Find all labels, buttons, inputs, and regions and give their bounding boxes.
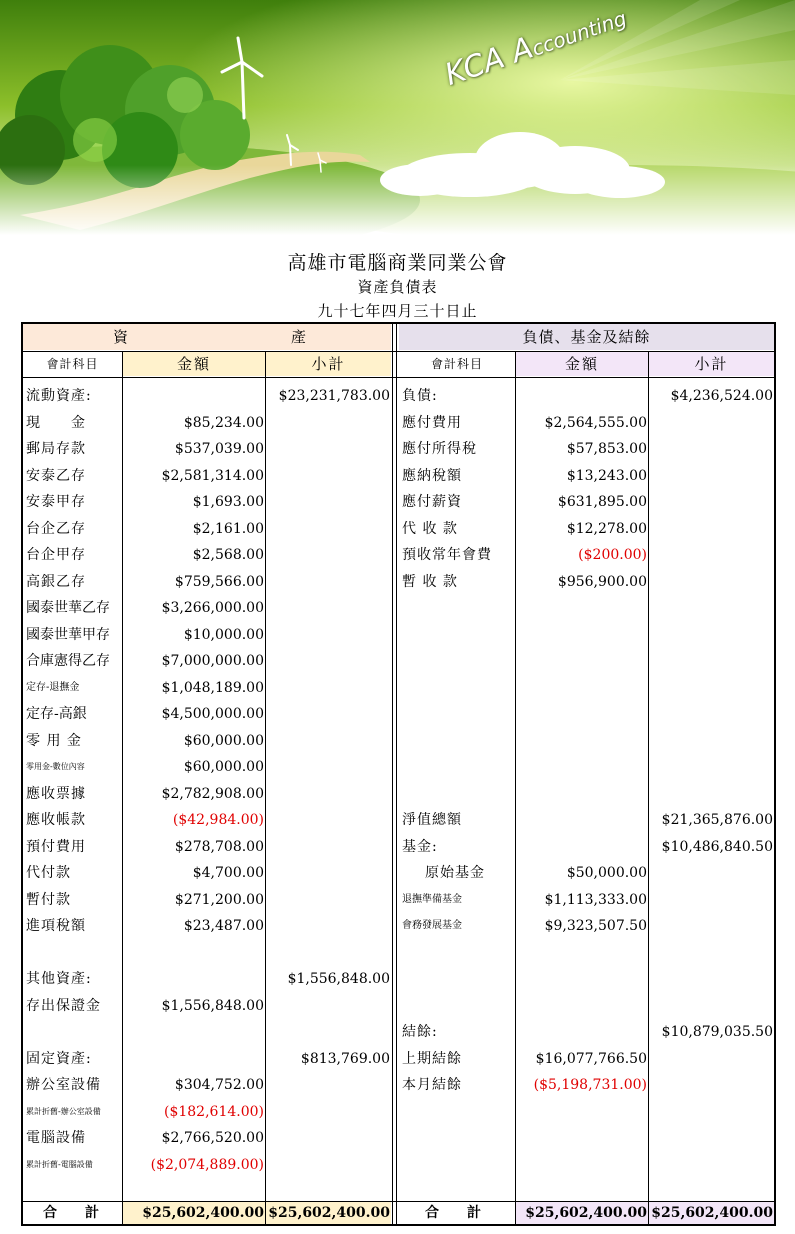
report-title: 資產負債表 [357, 278, 438, 296]
liability-label: 代 收 款 [402, 521, 458, 537]
liability-label: 應付費用 [402, 415, 462, 431]
asset-label: 累計折舊-辦公室設備 [26, 1107, 101, 1116]
asset-label: 代付款 [26, 865, 71, 881]
col-amount-left: 金額 [123, 352, 265, 376]
asset-amount: $278,708.00 [174, 839, 264, 855]
asset-label: 現 金 [26, 415, 86, 431]
asset-label: 進項稅額 [26, 918, 86, 934]
asset-label: 合庫憲得乙存 [26, 653, 110, 669]
asset-amount: $23,487.00 [183, 918, 264, 934]
col-amount-right: 金額 [516, 352, 648, 376]
liability-amount: $2,564,555.00 [544, 415, 647, 431]
liability-amount: $9,323,507.50 [544, 918, 647, 934]
total-label-right: 合 計 [425, 1205, 481, 1221]
liability-label: 暫 收 款 [402, 574, 458, 590]
total-amount-right: $25,602,400.00 [525, 1205, 647, 1221]
liability-label: 應納稅額 [402, 468, 462, 484]
total-label-left: 合 計 [43, 1205, 99, 1221]
asset-amount: $10,000.00 [183, 627, 264, 643]
asset-amount: $2,581,314.00 [161, 468, 264, 484]
asset-label: 台企甲存 [26, 547, 86, 563]
asset-subtotal: $23,231,783.00 [278, 388, 390, 404]
asset-amount: $1,048,189.00 [161, 680, 264, 696]
asset-label: 台企乙存 [26, 521, 86, 537]
asset-label: 辦公室設備 [26, 1077, 101, 1093]
asset-label: 國泰世華甲存 [26, 627, 110, 643]
liability-label: 會務發展基金 [402, 920, 462, 931]
asset-amount: ($182,614.00) [164, 1104, 264, 1120]
asset-label: 應收票據 [26, 786, 86, 802]
asset-amount: $304,752.00 [174, 1077, 264, 1093]
liability-amount: $50,000.00 [566, 865, 647, 881]
liability-label: 應付所得稅 [402, 441, 477, 457]
balance-sheet-table [21, 322, 776, 1226]
asset-amount: $1,556,848.00 [161, 998, 264, 1014]
asset-amount: $4,500,000.00 [161, 706, 264, 722]
kca-accounting-logo: KCA Accounting [440, 6, 630, 93]
asset-amount: $85,234.00 [183, 415, 264, 431]
asset-label: 安泰甲存 [26, 494, 86, 510]
liability-label: 原始基金 [425, 865, 485, 881]
liability-amount: ($5,198,731.00) [533, 1077, 647, 1093]
asset-label: 電腦設備 [26, 1130, 86, 1146]
liability-amount: $956,900.00 [557, 574, 647, 590]
asset-amount: $4,700.00 [192, 865, 264, 881]
asset-label: 流動資產: [26, 388, 92, 404]
total-subtotal-left: $25,602,400.00 [268, 1205, 390, 1221]
asset-amount: $3,266,000.00 [161, 600, 264, 616]
col-subtotal-right: 小計 [649, 352, 774, 376]
total-amount-left: $25,602,400.00 [142, 1205, 264, 1221]
asset-label: 存出保證金 [26, 998, 101, 1014]
asset-amount: $271,200.00 [174, 892, 264, 908]
assets-header: 資 產 [23, 324, 391, 350]
liability-amount: $16,077,766.50 [535, 1051, 647, 1067]
liability-amount: $13,243.00 [566, 468, 647, 484]
liability-amount: $631,895.00 [557, 494, 647, 510]
asset-amount: $60,000.00 [183, 759, 264, 775]
asset-amount: $2,782,908.00 [161, 786, 264, 802]
organization-title: 高雄市電腦商業同業公會 [287, 252, 508, 274]
col-subtotal-left: 小計 [266, 352, 391, 376]
asset-label: 高銀乙存 [26, 574, 86, 590]
header-banner [0, 0, 795, 235]
landscape-illustration [0, 0, 795, 235]
total-subtotal-right: $25,602,400.00 [651, 1205, 773, 1221]
asset-label: 定存-退撫金 [26, 682, 80, 693]
asset-label: 累計折舊-電腦設備 [26, 1160, 93, 1169]
asset-label: 固定資產: [26, 1051, 92, 1067]
liability-subtotal: $21,365,876.00 [661, 812, 773, 828]
asset-label: 定存-高銀 [26, 706, 87, 722]
liability-label: 退撫準備基金 [402, 894, 462, 905]
liability-subtotal: $10,879,035.50 [661, 1024, 773, 1040]
liability-amount: $57,853.00 [566, 441, 647, 457]
asset-amount: $2,766,520.00 [161, 1130, 264, 1146]
asset-label: 郵局存款 [26, 441, 86, 457]
liability-label: 預收常年會費 [402, 547, 492, 563]
liability-label: 結餘: [402, 1024, 438, 1040]
col-account-left: 會計科目 [46, 357, 99, 371]
asset-amount: $7,000,000.00 [161, 653, 264, 669]
asset-amount: ($42,984.00) [172, 812, 264, 828]
asset-label: 安泰乙存 [26, 468, 86, 484]
liability-label: 本月結餘 [402, 1077, 462, 1093]
asset-label: 其他資產: [26, 971, 92, 987]
asset-amount: $2,161.00 [192, 521, 264, 537]
asset-label: 預付費用 [26, 839, 86, 855]
asset-amount: $1,693.00 [192, 494, 264, 510]
asset-amount: $759,566.00 [174, 574, 264, 590]
liability-label: 上期結餘 [402, 1051, 462, 1067]
asset-amount: $537,039.00 [174, 441, 264, 457]
col-account-right: 會計科目 [430, 357, 483, 371]
asset-label: 暫付款 [26, 892, 71, 908]
asset-label: 零用金-數位內容 [26, 762, 85, 771]
asset-amount: ($2,074,889.00) [150, 1157, 264, 1173]
liability-amount: $1,113,333.00 [544, 892, 647, 908]
liability-subtotal: $10,486,840.50 [661, 839, 773, 855]
asset-label: 國泰世華乙存 [26, 600, 110, 616]
liability-label: 基金: [402, 839, 438, 855]
liability-label: 應付薪資 [402, 494, 462, 510]
asset-label: 應收帳款 [26, 812, 86, 828]
asset-subtotal: $1,556,848.00 [287, 971, 390, 987]
asset-subtotal: $813,769.00 [300, 1051, 390, 1067]
asset-amount: $60,000.00 [183, 733, 264, 749]
liabilities-header: 負債、基金及結餘 [399, 324, 774, 350]
liability-amount: ($200.00) [578, 547, 647, 563]
asset-amount: $2,568.00 [192, 547, 264, 563]
liability-label: 淨值總額 [402, 812, 462, 828]
asset-label: 零 用 金 [26, 733, 82, 749]
liability-subtotal: $4,236,524.00 [670, 388, 773, 404]
liability-label: 負債: [402, 388, 438, 404]
report-period: 九十七年四月三十日止 [317, 302, 478, 320]
liability-amount: $12,278.00 [566, 521, 647, 537]
